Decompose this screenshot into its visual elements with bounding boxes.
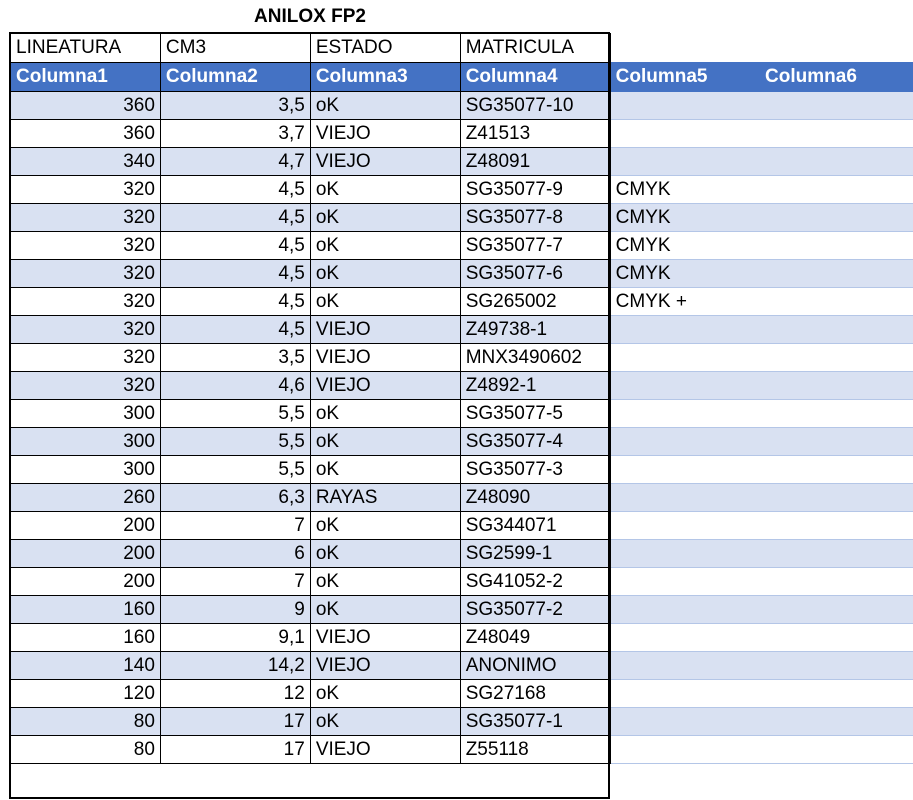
table-row	[11, 92, 913, 120]
cm3-cell[interactable]: 7	[160, 512, 310, 540]
table-row	[11, 400, 913, 428]
cm3-cell[interactable]: 4,7	[160, 148, 310, 176]
columna5-cell[interactable]	[610, 512, 760, 540]
table-row	[11, 540, 913, 568]
cm3-cell[interactable]: 4,5	[160, 288, 310, 316]
lineatura-cell[interactable]: 320	[11, 316, 161, 344]
columna6-cell[interactable]	[760, 260, 913, 288]
cm3-cell[interactable]: 9,1	[160, 624, 310, 652]
cm3-cell[interactable]: 4,6	[160, 372, 310, 400]
matricula-cell[interactable]: SG35077-2	[460, 596, 610, 624]
label-estado[interactable]: ESTADO	[310, 34, 460, 63]
columna6-cell[interactable]	[760, 316, 913, 344]
matricula-cell[interactable]: SG35077-8	[460, 204, 610, 232]
columna5-cell[interactable]	[610, 400, 760, 428]
cm3-cell[interactable]: 4,5	[160, 232, 310, 260]
columna5-cell[interactable]	[610, 540, 760, 568]
column-header-6[interactable]: Columna6	[760, 63, 913, 92]
table-row	[11, 484, 913, 512]
column-header-row	[11, 63, 913, 92]
columna6-cell[interactable]	[760, 680, 913, 708]
columna6-cell[interactable]	[760, 148, 913, 176]
columna6-cell[interactable]	[760, 204, 913, 232]
estado-cell[interactable]: VIEJO	[310, 344, 460, 372]
matricula-cell[interactable]: Z48091	[460, 148, 610, 176]
lineatura-cell[interactable]: 260	[11, 484, 161, 512]
lineatura-cell[interactable]: 80	[11, 708, 161, 736]
columna5-cell[interactable]: CMYK	[610, 176, 760, 204]
table-row	[11, 120, 913, 148]
lineatura-cell[interactable]: 200	[11, 568, 161, 596]
cm3-cell[interactable]: 14,2	[160, 652, 310, 680]
columna5-cell[interactable]	[610, 736, 760, 764]
estado-cell[interactable]: oK	[310, 92, 460, 120]
lineatura-cell[interactable]: 300	[11, 456, 161, 484]
lineatura-cell[interactable]: 320	[11, 344, 161, 372]
cm3-cell[interactable]: 4,5	[160, 316, 310, 344]
columna5-cell[interactable]	[610, 596, 760, 624]
matricula-cell[interactable]: Z55118	[460, 736, 610, 764]
columna5-cell[interactable]: CMYK +	[610, 288, 760, 316]
columna6-cell[interactable]	[760, 400, 913, 428]
columna6-cell[interactable]	[760, 120, 913, 148]
columna6-cell[interactable]	[760, 568, 913, 596]
columna5-cell[interactable]	[610, 456, 760, 484]
cm3-cell[interactable]: 6	[160, 540, 310, 568]
table-row	[11, 428, 913, 456]
columna6-cell[interactable]	[760, 232, 913, 260]
columna6-cell[interactable]	[760, 708, 913, 736]
table-row	[11, 456, 913, 484]
label-matricula[interactable]: MATRICULA	[460, 34, 610, 63]
estado-cell[interactable]: VIEJO	[310, 736, 460, 764]
cm3-cell[interactable]: 6,3	[160, 484, 310, 512]
estado-cell[interactable]: oK	[310, 428, 460, 456]
cm3-cell[interactable]: 3,5	[160, 344, 310, 372]
columna6-cell[interactable]	[760, 512, 913, 540]
matricula-cell[interactable]: SG35077-6	[460, 260, 610, 288]
matricula-cell[interactable]: SG35077-4	[460, 428, 610, 456]
columna5-cell[interactable]	[610, 428, 760, 456]
columna6-cell[interactable]	[760, 652, 913, 680]
estado-cell[interactable]: VIEJO	[310, 148, 460, 176]
matricula-cell[interactable]: Z41513	[460, 120, 610, 148]
column-header-2[interactable]: Columna2	[160, 63, 310, 92]
lineatura-cell[interactable]: 360	[11, 92, 161, 120]
table-row	[11, 512, 913, 540]
columna5-cell[interactable]	[610, 344, 760, 372]
table-row	[11, 232, 913, 260]
columna5-cell[interactable]	[610, 148, 760, 176]
estado-cell[interactable]: oK	[310, 400, 460, 428]
columna5-cell[interactable]	[610, 120, 760, 148]
estado-cell[interactable]: VIEJO	[310, 652, 460, 680]
columna6-cell[interactable]	[760, 288, 913, 316]
columna5-cell[interactable]	[610, 484, 760, 512]
columna6-cell[interactable]	[760, 456, 913, 484]
lineatura-cell[interactable]: 320	[11, 260, 161, 288]
matricula-cell[interactable]: MNX3490602	[460, 344, 610, 372]
matricula-cell[interactable]: Z48049	[460, 624, 610, 652]
columna5-cell[interactable]: CMYK	[610, 204, 760, 232]
columna6-cell[interactable]	[760, 736, 913, 764]
columna5-cell[interactable]	[610, 372, 760, 400]
cm3-cell[interactable]: 4,5	[160, 204, 310, 232]
matricula-cell[interactable]: SG2599-1	[460, 540, 610, 568]
estado-cell[interactable]: oK	[310, 176, 460, 204]
table-row	[11, 596, 913, 624]
matricula-cell[interactable]: SG344071	[460, 512, 610, 540]
columna5-cell[interactable]	[610, 92, 760, 120]
empty-cell[interactable]	[610, 34, 760, 63]
columna6-cell[interactable]	[760, 92, 913, 120]
estado-cell[interactable]: oK	[310, 680, 460, 708]
columna6-cell[interactable]	[760, 176, 913, 204]
matricula-cell[interactable]: SG35077-3	[460, 456, 610, 484]
column-header-1[interactable]: Columna1	[11, 63, 161, 92]
lineatura-cell[interactable]: 320	[11, 204, 161, 232]
estado-cell[interactable]: VIEJO	[310, 316, 460, 344]
columna6-cell[interactable]	[760, 596, 913, 624]
cm3-cell[interactable]: 3,7	[160, 120, 310, 148]
columna6-cell[interactable]	[760, 484, 913, 512]
matricula-cell[interactable]: SG35077-5	[460, 400, 610, 428]
columna5-cell[interactable]	[610, 316, 760, 344]
estado-cell[interactable]: VIEJO	[310, 372, 460, 400]
lineatura-cell[interactable]: 320	[11, 288, 161, 316]
matricula-cell[interactable]: SG35077-7	[460, 232, 610, 260]
table-row	[11, 148, 913, 176]
estado-cell[interactable]: oK	[310, 288, 460, 316]
columna5-cell[interactable]	[610, 652, 760, 680]
label-cm3[interactable]: CM3	[160, 34, 310, 63]
anilox-table	[10, 33, 913, 764]
columna6-cell[interactable]	[760, 624, 913, 652]
columna6-cell[interactable]	[760, 344, 913, 372]
lineatura-cell[interactable]: 140	[11, 652, 161, 680]
table-row	[11, 624, 913, 652]
lineatura-cell[interactable]: 200	[11, 512, 161, 540]
lineatura-cell[interactable]: 340	[11, 148, 161, 176]
columna5-cell[interactable]	[610, 708, 760, 736]
empty-cell[interactable]	[760, 34, 913, 63]
table-row	[11, 260, 913, 288]
matricula-cell[interactable]: SG35077-10	[460, 92, 610, 120]
matricula-cell[interactable]: SG265002	[460, 288, 610, 316]
lineatura-cell[interactable]: 300	[11, 400, 161, 428]
lineatura-cell[interactable]: 320	[11, 176, 161, 204]
matricula-cell[interactable]: SG41052-2	[460, 568, 610, 596]
matricula-cell[interactable]: Z48090	[460, 484, 610, 512]
cm3-cell[interactable]: 4,5	[160, 260, 310, 288]
estado-cell[interactable]: oK	[310, 512, 460, 540]
cm3-cell[interactable]: 7	[160, 568, 310, 596]
estado-cell[interactable]: oK	[310, 204, 460, 232]
matricula-cell[interactable]: Z4892-1	[460, 372, 610, 400]
matricula-cell[interactable]: SG35077-1	[460, 708, 610, 736]
cm3-cell[interactable]: 3,5	[160, 92, 310, 120]
table-row	[11, 344, 913, 372]
cm3-cell[interactable]: 9	[160, 596, 310, 624]
lineatura-cell[interactable]: 300	[11, 428, 161, 456]
estado-cell[interactable]: oK	[310, 568, 460, 596]
cm3-cell[interactable]: 5,5	[160, 400, 310, 428]
lineatura-cell[interactable]: 360	[11, 120, 161, 148]
columna5-cell[interactable]: CMYK	[610, 260, 760, 288]
table-row	[11, 176, 913, 204]
table-row	[11, 736, 913, 764]
estado-cell[interactable]: oK	[310, 596, 460, 624]
estado-cell[interactable]: RAYAS	[310, 484, 460, 512]
estado-cell[interactable]: oK	[310, 456, 460, 484]
sheet-title: ANILOX FP2	[254, 6, 366, 27]
lineatura-cell[interactable]: 200	[11, 540, 161, 568]
table-row	[11, 652, 913, 680]
label-lineatura[interactable]: LINEATURA	[11, 34, 161, 63]
column-header-5[interactable]: Columna5	[610, 63, 760, 92]
lineatura-cell[interactable]: 320	[11, 232, 161, 260]
table-row	[11, 204, 913, 232]
cm3-cell[interactable]: 17	[160, 708, 310, 736]
cm3-cell[interactable]: 5,5	[160, 456, 310, 484]
column-header-4[interactable]: Columna4	[460, 63, 610, 92]
column-header-3[interactable]: Columna3	[310, 63, 460, 92]
cm3-cell[interactable]: 5,5	[160, 428, 310, 456]
lineatura-cell[interactable]: 160	[11, 624, 161, 652]
columna5-cell[interactable]	[610, 624, 760, 652]
lineatura-cell[interactable]: 320	[11, 372, 161, 400]
table-row	[11, 680, 913, 708]
cm3-cell[interactable]: 17	[160, 736, 310, 764]
table-row	[11, 288, 913, 316]
columna5-cell[interactable]	[610, 680, 760, 708]
columna6-cell[interactable]	[760, 372, 913, 400]
matricula-cell[interactable]: Z49738-1	[460, 316, 610, 344]
lineatura-cell[interactable]: 120	[11, 680, 161, 708]
lineatura-cell[interactable]: 160	[11, 596, 161, 624]
cm3-cell[interactable]: 4,5	[160, 176, 310, 204]
cm3-cell[interactable]: 12	[160, 680, 310, 708]
columna5-cell[interactable]	[610, 568, 760, 596]
matricula-cell[interactable]: SG27168	[460, 680, 610, 708]
estado-cell[interactable]: oK	[310, 540, 460, 568]
table-row	[11, 708, 913, 736]
columna6-cell[interactable]	[760, 540, 913, 568]
estado-cell[interactable]: oK	[310, 260, 460, 288]
table-row	[11, 372, 913, 400]
lineatura-cell[interactable]: 80	[11, 736, 161, 764]
estado-cell[interactable]: oK	[310, 232, 460, 260]
table-row	[11, 568, 913, 596]
estado-cell[interactable]: VIEJO	[310, 624, 460, 652]
label-row	[11, 34, 913, 63]
columna5-cell[interactable]: CMYK	[610, 232, 760, 260]
matricula-cell[interactable]: ANONIMO	[460, 652, 610, 680]
columna6-cell[interactable]	[760, 428, 913, 456]
estado-cell[interactable]: oK	[310, 708, 460, 736]
estado-cell[interactable]: VIEJO	[310, 120, 460, 148]
table-row	[11, 316, 913, 344]
matricula-cell[interactable]: SG35077-9	[460, 176, 610, 204]
